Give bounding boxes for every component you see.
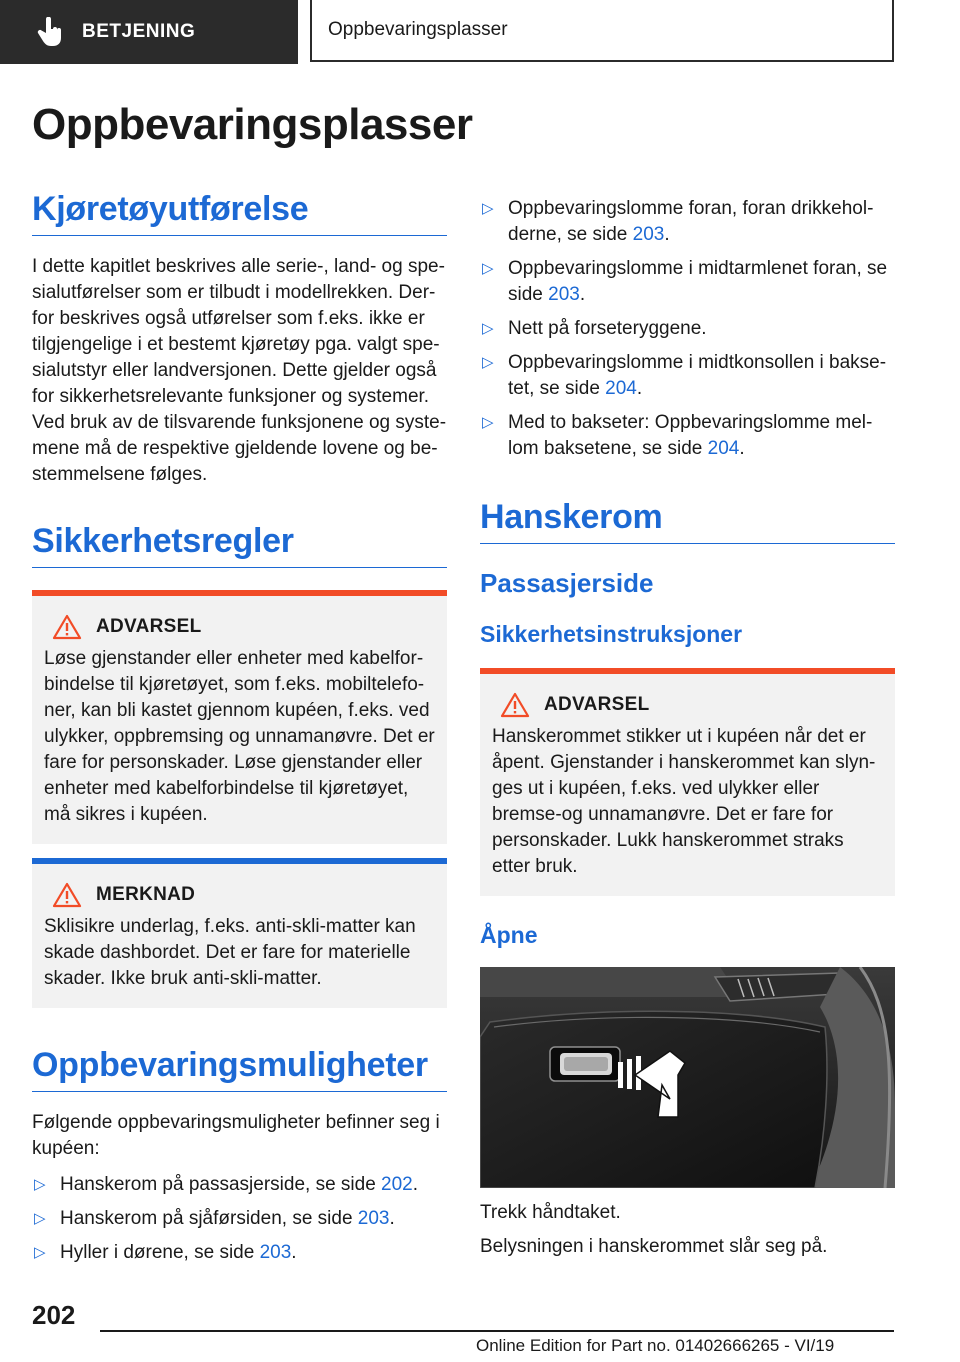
glovebox-photo bbox=[480, 967, 895, 1188]
warning-label: ADVARSEL bbox=[96, 616, 202, 637]
page-link[interactable]: 203 bbox=[259, 1242, 292, 1263]
right-column bbox=[480, 196, 895, 1260]
note-box bbox=[32, 858, 447, 1008]
list-item: ▷ Hanskerom på sjåførsiden, se side 203. bbox=[32, 1206, 447, 1232]
passenger-side-heading: Passasjerside bbox=[480, 568, 654, 598]
step-light-on: Belysningen i hanskerommet slår seg på. bbox=[480, 1236, 828, 1257]
bullet-triangle-icon: ▷ bbox=[482, 260, 494, 277]
warning-text: Løse gjenstander eller enheter med kabelfor-bindelse til kjøretøyet, som f.eks. mobiltelefo-ner, kan bli kastet gjennom kupéen, f.eks. ved ulykker, oppbremsing og unnamanøvre. Det er fare for personskader. Løse gjenstander eller enheter med kabelforbindelse til kjøretøyet, må sikres i kupéen. bbox=[44, 648, 435, 825]
bullet-triangle-icon: ▷ bbox=[482, 414, 494, 431]
glovebox-heading: Hanskerom bbox=[480, 498, 895, 544]
list-item: ▷ Oppbevaringslomme i midtkonsollen i bakse-tet, se side 204. bbox=[482, 352, 887, 399]
warning-triangle-icon bbox=[500, 692, 530, 718]
safety-heading: Sikkerhetsregler bbox=[32, 522, 447, 568]
list-item: ▷ Hyller i dørene, se side 203. bbox=[32, 1240, 447, 1266]
bullet-triangle-icon: ▷ bbox=[482, 200, 494, 217]
storage-list bbox=[480, 196, 895, 462]
list-item: ▷ Oppbevaringslomme foran, foran drikkehol-derne, se side 203. bbox=[482, 198, 874, 245]
warning-text: Hanskerommet stikker ut i kupéen når det er åpent. Gjenstander i hanskerommet kan slyn-ges ut i kupéen, f.eks. ved ulykker eller bremse-og unnamanøvre. Det er fare for personskader. Lukk hanskerommet straks etter bruk. bbox=[492, 726, 876, 877]
warning-label: ADVARSEL bbox=[544, 694, 650, 715]
bullet-triangle-icon: ▷ bbox=[482, 354, 494, 371]
list-item: ▷ Hanskerom på passasjerside, se side 202. bbox=[32, 1172, 447, 1198]
warning-triangle-icon bbox=[52, 614, 82, 640]
note-text: Sklisikre underlag, f.eks. anti-skli-matter kan skade dashbordet. Det er fare for materielle skader. Ikke bruk anti-skli-matter. bbox=[44, 916, 416, 989]
page-title: Oppbevaringsplasser bbox=[32, 100, 473, 149]
page-link[interactable]: 203 bbox=[548, 284, 580, 305]
vehicle-body: I dette kapitlet beskrives alle serie-, land- og spe-sialutførelser som er tilbudt i modellrekken. Der-for beskrives også utførelser som f.eks. ikke er tilgjengelige i et bestemt kjøretøy pga. valgt spe-sialutstyr eller landversjonen. Dette gjelder også for sikkerhetsrelevante funksjoner og systemer. Ved bruk av de tilsvarende funksjonene og syste-mene må de respektive gjeldende lovene og be-stemmelsene følges. bbox=[32, 256, 447, 485]
header-section-tab bbox=[0, 0, 298, 64]
page-link[interactable]: 202 bbox=[381, 1174, 413, 1195]
page-link[interactable]: 203 bbox=[357, 1208, 390, 1229]
list-item: ▷ Oppbevaringslomme i midtarmlenet foran, se side 203. bbox=[482, 258, 888, 305]
vehicle-heading: Kjøretøyutførelse bbox=[32, 190, 447, 236]
bullet-triangle-icon: ▷ bbox=[34, 1244, 46, 1261]
step-pull-handle: Trekk håndtaket. bbox=[480, 1202, 621, 1223]
options-list bbox=[32, 1172, 447, 1266]
header-topic-tab bbox=[310, 0, 894, 62]
safety-instructions-heading: Sikkerhetsinstruksjoner bbox=[480, 621, 743, 647]
page-link[interactable]: 204 bbox=[605, 378, 637, 399]
header-topic-label: Oppbevaringsplasser bbox=[328, 19, 508, 40]
options-heading: Oppbevaringsmuligheter bbox=[32, 1046, 447, 1092]
glovebox-warning-box bbox=[480, 668, 895, 896]
list-item: ▷ Nett på forseteryggene. bbox=[480, 316, 895, 342]
left-column bbox=[32, 190, 447, 1274]
page-link[interactable]: 204 bbox=[707, 438, 740, 459]
note-label: MERKNAD bbox=[96, 884, 196, 905]
footer-divider bbox=[100, 1330, 894, 1332]
footer-edition: Online Edition for Part no. 01402666265 - VI/19 bbox=[476, 1336, 835, 1355]
options-intro: Følgende oppbevaringsmuligheter befinner seg i kupéen: bbox=[32, 1112, 440, 1159]
hand-pointer-icon bbox=[30, 12, 70, 52]
list-item: ▷ Med to bakseter: Oppbevaringslomme mel-lom baksetene, se side 204. bbox=[482, 412, 873, 459]
note-triangle-icon bbox=[52, 882, 82, 908]
bullet-triangle-icon: ▷ bbox=[482, 320, 494, 337]
bullet-triangle-icon: ▷ bbox=[34, 1210, 46, 1227]
bullet-triangle-icon: ▷ bbox=[34, 1176, 46, 1193]
open-heading: Åpne bbox=[480, 922, 538, 948]
page-number: 202 bbox=[32, 1300, 76, 1330]
header-section-label: BETJENING bbox=[82, 21, 196, 42]
page-link[interactable]: 203 bbox=[632, 224, 665, 245]
warning-box bbox=[32, 590, 447, 844]
